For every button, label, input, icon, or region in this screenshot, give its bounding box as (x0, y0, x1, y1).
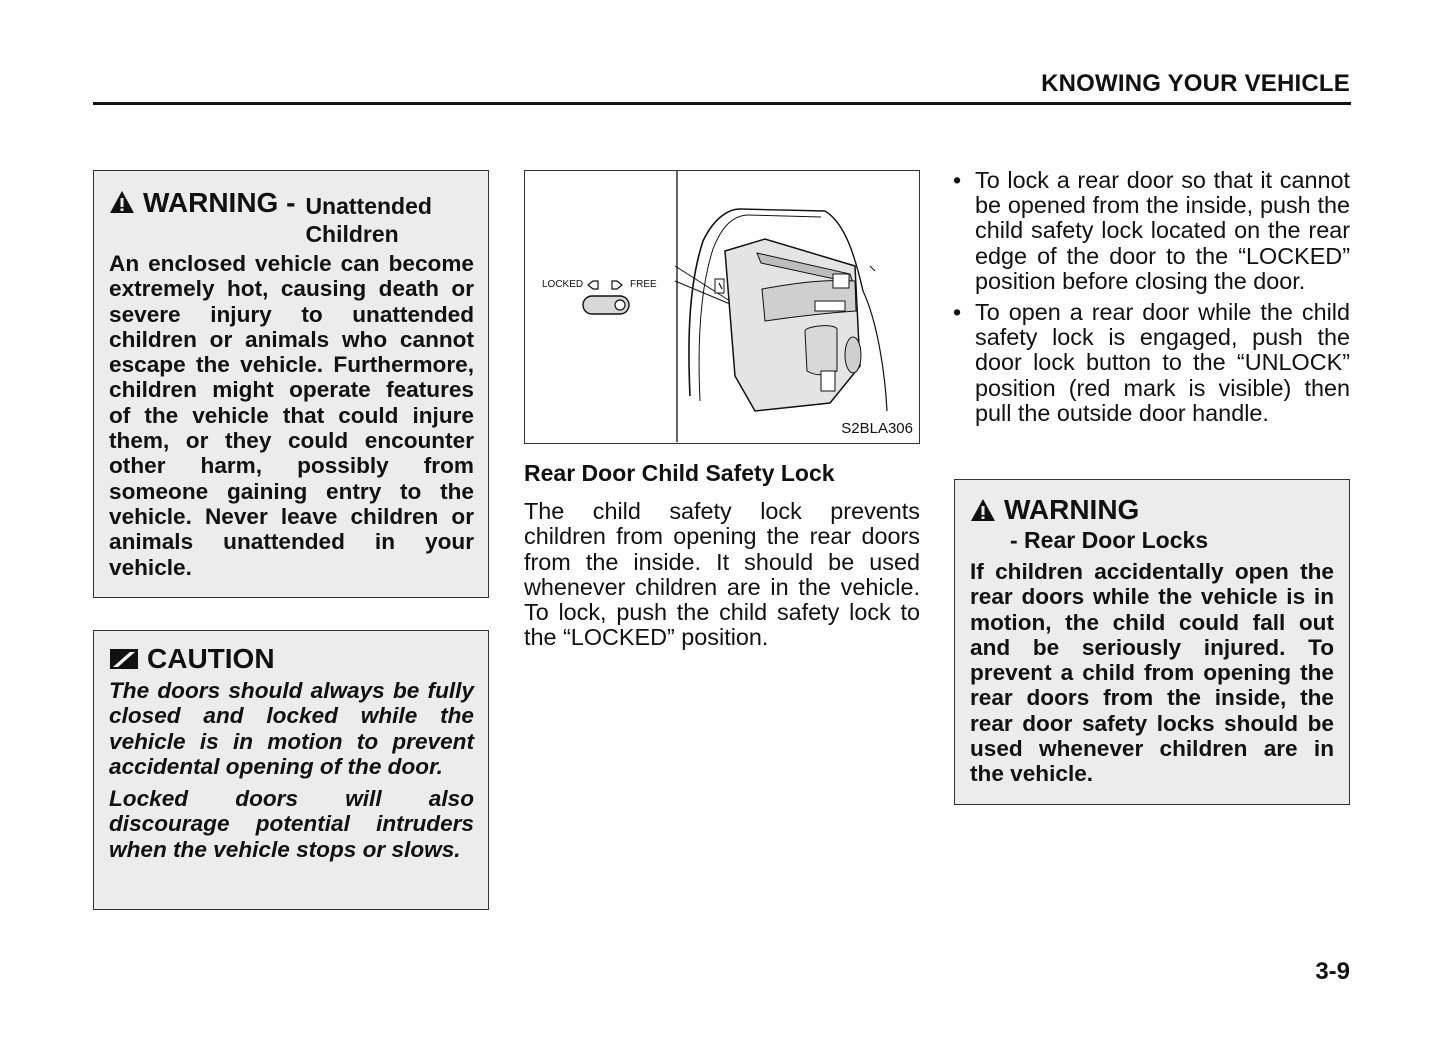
warning-subtitle-line2: Children (305, 221, 399, 247)
bullet-marker: • (953, 167, 962, 193)
warning-label: WARNING - (143, 187, 296, 218)
child-lock-illustration (525, 171, 918, 442)
warning-body: An enclosed vehicle can become extremely hot, causing death or severe injury to unattended children or animals who cannot escape the vehicle. Furthermore, children might operate features of the vehicle that could injure them, or they could encounter other harm, possibly from someone gaining entry to the vehicle. Never leave children or animals unattended in your vehicle. (109, 251, 474, 580)
child-lock-body: The child safety lock prevents children from opening the rear doors from the inside. It should be used whenever children are in the vehicle. To lock, push the child safety lock to the “LOCKED” position. (524, 498, 920, 651)
warning-subtitle: - Rear Door Locks (1010, 527, 1209, 553)
warning-body: If children accidentally open the rear doors while the vehicle is in motion, the child could fall out and be seriously injured. To prevent a child from opening the rear doors from the inside, the rear door safety locks should be used whenever children are in the vehicle. (970, 559, 1334, 787)
caution-pencil-icon (109, 647, 139, 671)
bullet-marker: • (953, 299, 962, 326)
warning-triangle-icon (970, 498, 996, 522)
caution-box (93, 630, 489, 910)
warning-label: WARNING (1004, 494, 1140, 525)
child-lock-heading: Rear Door Child Safety Lock (524, 460, 835, 486)
header-rule (93, 102, 1351, 105)
list-item (953, 300, 1350, 426)
warning-box-unattended-children (93, 170, 489, 598)
bullet-text: To open a rear door while the child safety lock is engaged, push the door lock button to the “UNLOCK” position (red mark is visible) then pull the outside door handle. (975, 299, 1350, 426)
list-item (953, 168, 1350, 294)
bullet-text: To lock a rear door so that it cannot be opened from the inside, push the child safety lock located on the rear edge of the door to the “LOCKED” position before closing the door. (975, 167, 1350, 294)
warning-heading (109, 187, 474, 248)
child-lock-figure (524, 170, 920, 444)
locked-label: LOCKED (542, 279, 584, 290)
warning-subtitle-line1: Unattended (305, 193, 432, 219)
child-lock-instructions (953, 168, 1350, 432)
caution-heading (109, 643, 474, 675)
section-title: KNOWING YOUR VEHICLE (1041, 70, 1350, 97)
caution-label: CAUTION (147, 643, 275, 674)
warning-box-rear-door-locks (954, 479, 1350, 805)
figure-code: S2BLA306 (841, 420, 913, 437)
warning-heading (970, 494, 1334, 526)
warning-triangle-icon (109, 190, 135, 214)
free-label: FREE (630, 279, 657, 290)
caution-paragraph-2: Locked doors will also discourage potential intruders when the vehicle stops or slows. (109, 786, 474, 862)
page-number: 3-9 (1315, 958, 1350, 985)
caution-paragraph-1: The doors should always be fully closed and locked while the vehicle is in motion to prevent accidental opening of the door. (109, 678, 474, 779)
